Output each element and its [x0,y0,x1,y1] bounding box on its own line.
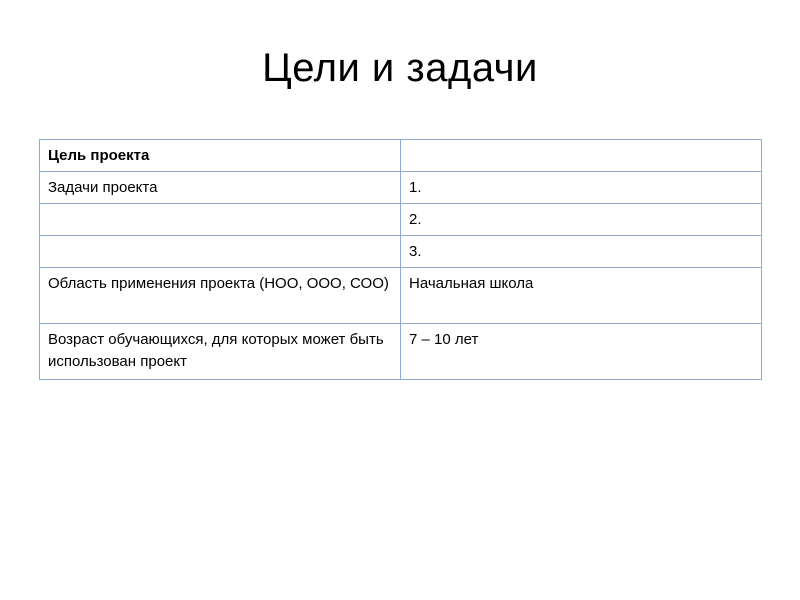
project-table [39,139,762,380]
table-row-tasks [40,172,762,204]
task-2-label-cell [40,204,401,236]
task-3-label-cell [40,236,401,268]
scope-label-cell: Область применения проекта (НОО, ООО, СОО) [40,268,401,324]
table-row-task-3 [40,236,762,268]
goal-value-cell [401,140,762,172]
task-1-cell: 1. [401,172,762,204]
age-label-cell: Возраст обучающихся, для которых может быть использован проект [40,324,401,380]
table-row-age [40,324,762,380]
tasks-label-cell: Задачи проекта [40,172,401,204]
slide-title: Цели и задачи [262,46,538,90]
table-row-task-2 [40,204,762,236]
goal-label-cell: Цель проекта [40,140,401,172]
task-2-cell: 2. [401,204,762,236]
age-value-cell: 7 – 10 лет [401,324,762,380]
scope-value-cell: Начальная школа [401,268,762,324]
task-3-cell: 3. [401,236,762,268]
table-row-goal [40,140,762,172]
table-row-scope [40,268,762,324]
